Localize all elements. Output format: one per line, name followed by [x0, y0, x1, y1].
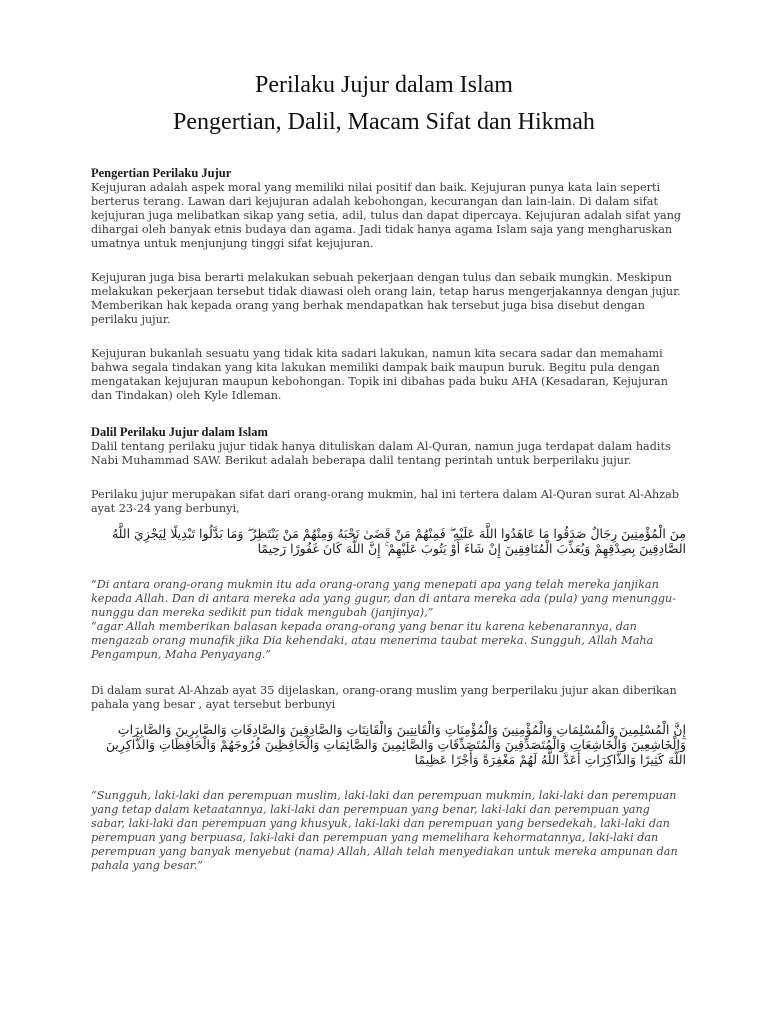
paragraph: Di dalam surat Al-Ahzab ayat 35 dijelaskan, orang-orang muslim yang berperilaku jujur akan diberikan pahala yang besar , ayat tersebut berbunyi — [91, 684, 677, 711]
translation-line: “agar Allah memberikan balasan kepada orang-orang yang benar itu karena kebenarannya, dan mengazab orang munafik jika Dia kehendaki, atau menerima taubat mereka. Sungguh, Allah Maha Pengampun, Maha Penyayang.” — [91, 620, 654, 661]
translation-line: “Di antara orang-orang mukmin itu ada orang-orang yang menepati apa yang telah mereka janjikan kepada Allah. Dan di antara mereka ada yang gugur, dan di antara mereka ada (pula) yang menunggu-nunggu dan mereka sedikit pun tidak mengubah (janjinya),” — [91, 578, 677, 619]
document-title: Perilaku Jujur dalam Islam — [255, 72, 513, 98]
paragraph: Perilaku jujur merupakan sifat dari orang-orang mukmin, hal ini tertera dalam Al-Quran surat Al-Ahzab ayat 23-24 yang berbunyi, — [91, 488, 679, 515]
verse-translation — [91, 578, 686, 662]
section-heading-pengertian: Pengertian Perilaku Jujur — [91, 166, 232, 180]
document-subtitle: Pengertian, Dalil, Macam Sifat dan Hikmah — [173, 109, 595, 135]
verse-translation: “Sungguh, laki-laki dan perempuan muslim, laki-laki dan perempuan mukmin, laki-laki dan perempuan yang tetap dalam ketaatannya, laki-laki dan perempuan yang benar, laki-laki dan perempuan yang sabar, laki-laki dan perempuan yang khusyuk, laki-laki dan perempuan yang bersedekah, laki-laki dan perempuan yang berpuasa, laki-laki dan perempuan yang memelihara kehormatannya, laki-laki dan perempuan yang banyak menyebut (nama) Allah, Allah telah menyediakan untuk mereka ampunan dan pahala yang besar.” — [91, 789, 678, 872]
section-heading-dalil: Dalil Perilaku Jujur dalam Islam — [91, 425, 268, 439]
arabic-verse: إِنَّ الْمُسْلِمِينَ وَالْمُسْلِمَاتِ وَالْمُؤْمِنِينَ وَالْمُؤْمِنَاتِ وَالْقَانِتِينَ وَالْقَانِتَاتِ وَالصَّادِقِينَ وَالصَّادِقَاتِ وَالصَّابِرِينَ وَالصَّابِرَاتِ وَالْخَاشِعِينَ وَالْخَاشِعَاتِ وَالْمُتَصَدِّقِينَ وَالْمُتَصَدِّقَاتِ وَالصَّائِمِينَ وَالصَّائِمَاتِ وَالْحَافِظِينَ فُرُوجَهُمْ وَالْحَافِظَاتِ وَالذَّاكِرِينَ اللَّهَ كَثِيرًا وَالذَّاكِرَاتِ أَعَدَّ اللَّهُ لَهُمْ مَغْفِرَةً وَأَجْرًا عَظِيمًا — [105, 722, 686, 767]
paragraph: Dalil tentang perilaku jujur tidak hanya dituliskan dalam Al-Quran, namun juga terdapat dalam hadits Nabi Muhammad SAW. Berikut adalah beberapa dalil tentang perintah untuk berperilaku jujur. — [91, 440, 671, 467]
title-block — [0, 72, 768, 136]
paragraph: Kejujuran juga bisa berarti melakukan sebuah pekerjaan dengan tulus dan sebaik mungkin. Meskipun melakukan pekerjaan tersebut tidak diawasi oleh orang lain, tetap harus mengerjakannya dengan jujur. Memberikan hak kepada orang yang berhak mendapatkan hak tersebut juga bisa disebut dengan perilaku jujur. — [91, 271, 681, 326]
paragraph: Kejujuran bukanlah sesuatu yang tidak kita sadari lakukan, namun kita secara sadar dan memahami bahwa segala tindakan yang kita lakukan memiliki dampak baik maupun buruk. Begitu pula dengan mengatakan kejujuran maupun kebohongan. Topik ini dibahas pada buku AHA (Kesadaran, Kejujuran dan Tindakan) oleh Kyle Idleman. — [91, 347, 668, 402]
paragraph: Kejujuran adalah aspek moral yang memiliki nilai positif dan baik. Kejujuran punya kata lain seperti berterus terang. Lawan dari kejujuran adalah kebohongan, kecurangan dan lain-lain. Di dalam sifat kejujuran juga melibatkan sikap yang setia, adil, tulus dan dapat dipercaya. Kejujuran adalah sifat yang dihargai oleh banyak etnis budaya dan agama. Jadi tidak hanya agama Islam saja yang mengharuskan umatnya untuk menjunjung tinggi sifat kejujuran. — [91, 181, 682, 250]
document-body — [91, 166, 686, 895]
arabic-verse: مِنَ الْمُؤْمِنِينَ رِجَالٌ صَدَقُوا مَا عَاهَدُوا اللَّهَ عَلَيْهِ ۖ فَمِنْهُمْ مَنْ قَضَىٰ نَحْبَهُ وَمِنْهُمْ مَنْ يَنْتَظِرُ ۖ وَمَا بَدَّلُوا تَبْدِيلًا لِيَجْزِيَ اللَّهُ الصَّادِقِينَ بِصِدْقِهِمْ وَيُعَذِّبَ الْمُنَافِقِينَ إِنْ شَاءَ أَوْ يَتُوبَ عَلَيْهِمْ ۚ إِنَّ اللَّهَ كَانَ غَفُورًا رَحِيمًا — [111, 526, 686, 556]
